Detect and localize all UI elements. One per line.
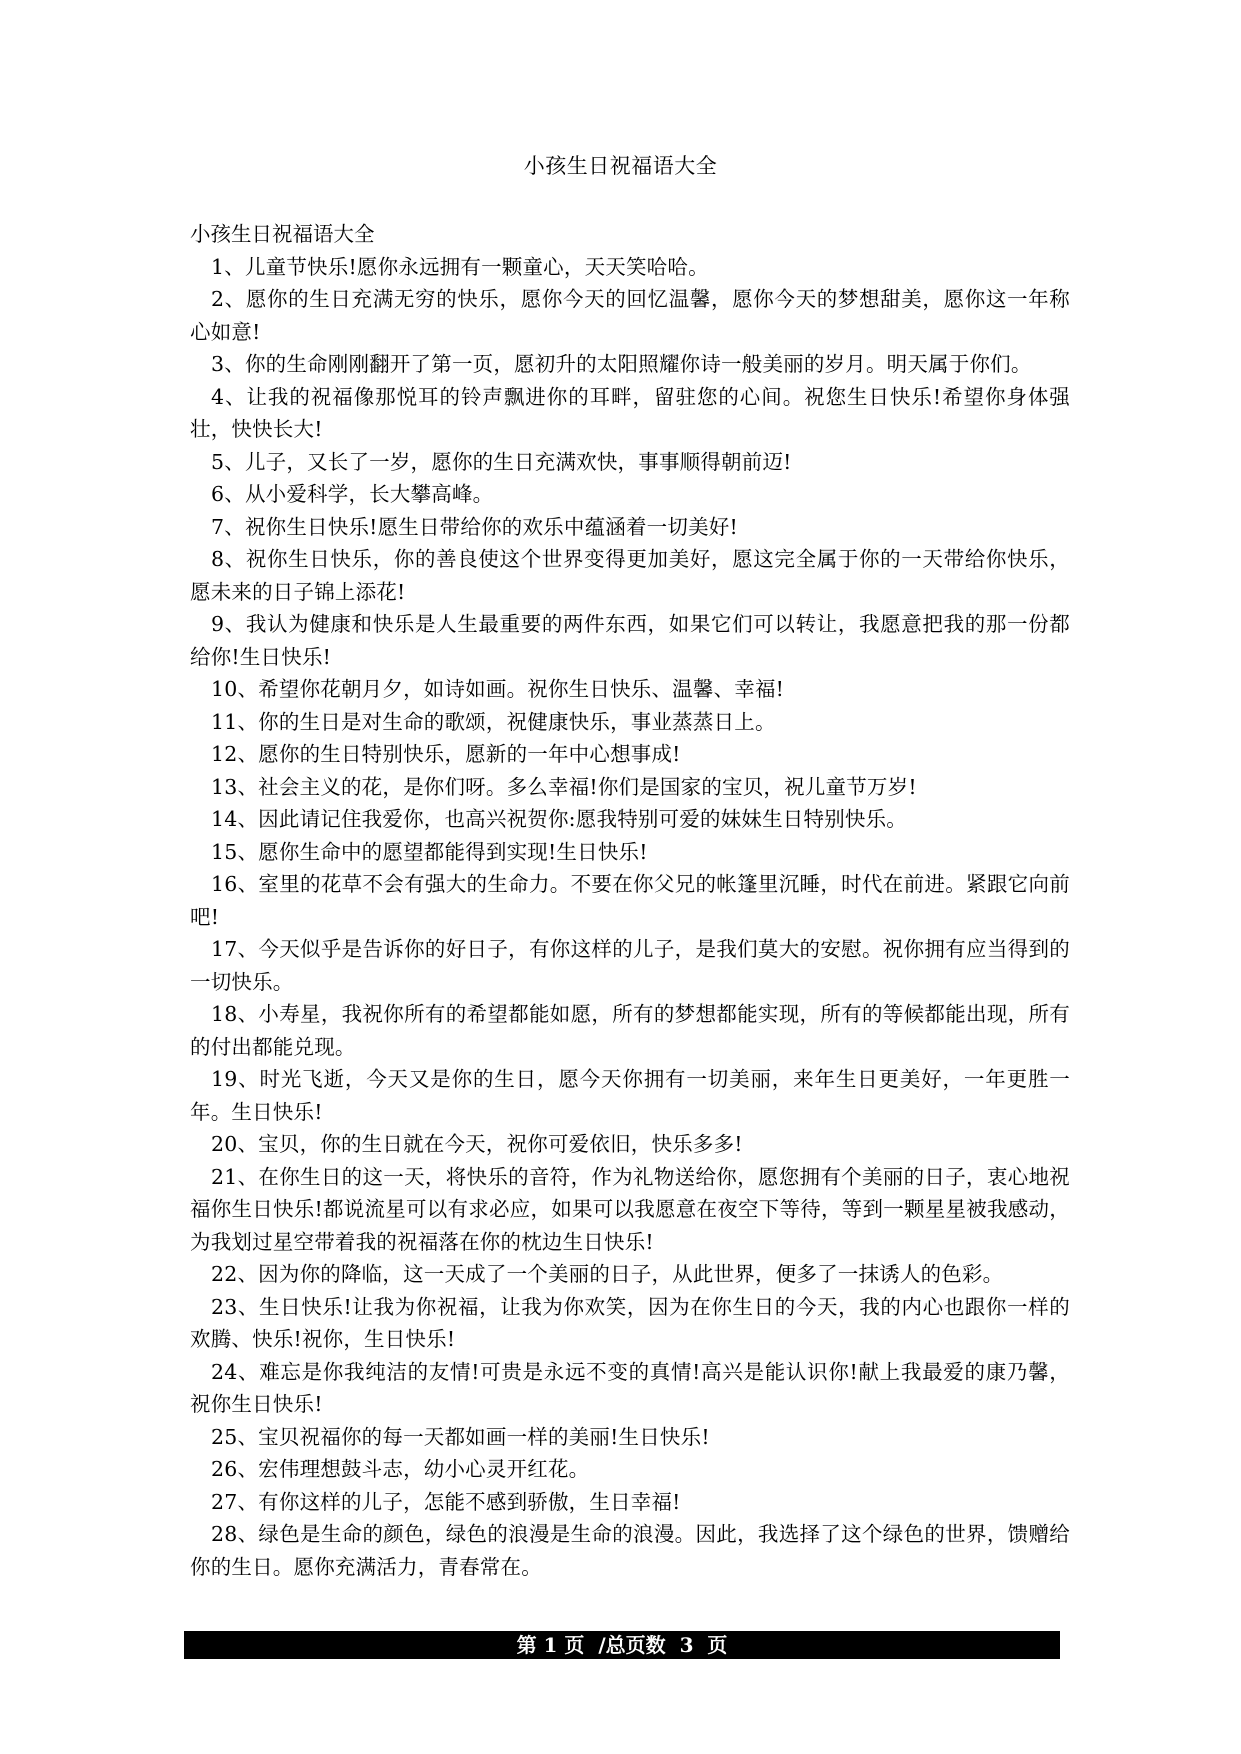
list-item: 10、希望你花朝月夕，如诗如画。祝你生日快乐、温馨、幸福!	[211, 677, 785, 701]
list-item: 13、社会主义的花，是你们呀。多么幸福!你们是国家的宝贝，祝儿童节万岁!	[211, 774, 917, 799]
list-item: 6、从小爱科学，长大攀高峰。	[211, 482, 494, 506]
list-item: 17、今天似乎是告诉你的好日子，有你这样的儿子，是我们莫大的安慰。祝你拥有应当得到的一切快乐。	[190, 937, 1070, 994]
list-item: 3、你的生命刚刚翻开了第一页，愿初升的太阳照耀你诗一般美丽的岁月。明天属于你们。	[211, 352, 1032, 376]
list-item: 22、因为你的降临，这一天成了一个美丽的日子，从此世界，便多了一抹诱人的色彩。	[211, 1262, 1004, 1286]
list-item: 1、儿童节快乐!愿你永远拥有一颗童心，天天笑哈哈。	[211, 254, 709, 279]
list-item: 24、难忘是你我纯洁的友情!可贵是永远不变的真情!高兴是能认识你!献上我最爱的康乃馨，祝你生日快乐!	[190, 1359, 1070, 1416]
list-item: 11、你的生日是对生命的歌颂，祝健康快乐，事业蒸蒸日上。	[211, 709, 776, 734]
page-number-label: 第 1 页 /总页数 3 页	[516, 1633, 728, 1657]
list-item: 14、因此请记住我爱你，也高兴祝贺你:愿我特别可爱的妹妹生日特别快乐。	[211, 807, 907, 831]
list-item: 27、有你这样的儿子，怎能不感到骄傲，生日幸福!	[211, 1489, 681, 1514]
list-item: 15、愿你生命中的愿望都能得到实现!生日快乐!	[211, 839, 648, 864]
list-item: 4、让我的祝福像那悦耳的铃声飘进你的耳畔，留驻您的心间。祝您生日快乐!希望你身体强壮，快快长大!	[190, 384, 1070, 441]
list-item: 9、我认为健康和快乐是人生最重要的两件东西，如果它们可以转让，我愿意把我的那一份都给你!生日快乐!	[190, 612, 1070, 669]
list-item: 5、儿子，又长了一岁，愿你的生日充满欢快，事事顺得朝前迈!	[211, 449, 792, 474]
list-item: 8、祝你生日快乐，你的善良使这个世界变得更加美好，愿这完全属于你的一天带给你快乐，愿未来的日子锦上添花!	[190, 547, 1070, 604]
list-item: 2、愿你的生日充满无穷的快乐，愿你今天的回忆温馨，愿你今天的梦想甜美，愿你这一年称心如意!	[190, 287, 1070, 344]
list-item: 23、生日快乐!让我为你祝福，让我为你欢笑，因为在你生日的今天，我的内心也跟你一样的欢腾、快乐!祝你，生日快乐!	[190, 1294, 1070, 1351]
document-title: 小孩生日祝福语大全	[523, 154, 718, 178]
list-item: 18、小寿星，我祝你所有的希望都能如愿，所有的梦想都能实现，所有的等候都能出现，所有的付出都能兑现。	[190, 1002, 1070, 1059]
list-item: 7、祝你生日快乐!愿生日带给你的欢乐中蕴涵着一切美好!	[211, 514, 738, 539]
document-body	[190, 218, 1070, 1583]
list-item: 26、宏伟理想鼓斗志，幼小心灵开红花。	[211, 1457, 590, 1481]
list-item: 25、宝贝祝福你的每一天都如画一样的美丽!生日快乐!	[211, 1424, 710, 1449]
list-item: 21、在你生日的这一天，将快乐的音符，作为礼物送给你，愿您拥有个美丽的日子，衷心地祝福你生日快乐!都说流星可以有求必应，如果可以我愿意在夜空下等待，等到一颗星星被我感动，为我划过星空带着我的祝福落在你的枕边生日快乐!	[190, 1164, 1070, 1254]
list-item: 28、绿色是生命的颜色，绿色的浪漫是生命的浪漫。因此，我选择了这个绿色的世界，馈赠给你的生日。愿你充满活力，青春常在。	[190, 1522, 1070, 1579]
blessing-list	[190, 251, 1070, 1584]
page-footer-bar	[184, 1631, 1060, 1659]
list-item: 12、愿你的生日特别快乐，愿新的一年中心想事成!	[211, 742, 681, 766]
section-heading: 小孩生日祝福语大全	[190, 222, 375, 246]
list-item: 16、室里的花草不会有强大的生命力。不要在你父兄的帐篷里沉睡，时代在前进。紧跟它向前吧!	[190, 872, 1070, 929]
list-item: 19、时光飞逝，今天又是你的生日，愿今天你拥有一切美丽，来年生日更美好，一年更胜一年。生日快乐!	[190, 1067, 1070, 1124]
list-item: 20、宝贝，你的生日就在今天，祝你可爱依旧，快乐多多!	[211, 1132, 743, 1156]
